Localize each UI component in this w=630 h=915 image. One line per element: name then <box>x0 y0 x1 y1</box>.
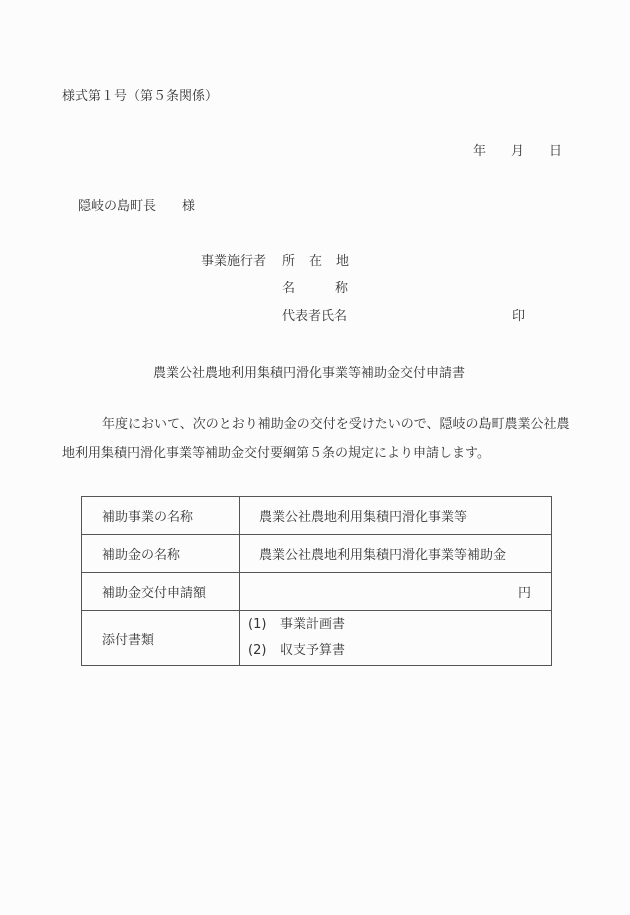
amount-field[interactable] <box>240 573 552 611</box>
representative-field-label: 代表者氏名 <box>282 309 348 324</box>
table-row-project-name <box>82 497 552 535</box>
table-row-subsidy-name <box>82 535 552 573</box>
address-label-char: 地 <box>336 254 350 269</box>
name-label-char: 名 <box>282 281 296 296</box>
form-number: 様式第１号（第５条関係） <box>62 89 219 104</box>
attachment-item <box>240 638 551 664</box>
attachment-item <box>240 612 551 638</box>
table-row-amount <box>82 573 552 611</box>
addressee <box>78 199 195 215</box>
name-field-label <box>282 281 348 297</box>
attachment-number: (2) <box>248 643 267 658</box>
project-name-value: 農業公社農地利用集積円滑化事業等 <box>240 497 552 535</box>
address-label-char: 在 <box>309 254 323 269</box>
project-name-label: 補助事業の名称 <box>82 497 240 535</box>
body-paragraph: 年度において、次のとおり補助金の交付を受けたいので、隠岐の島町農業公社農地利用集積円滑化事業等補助金交付要綱第５条の規定により申請します。 <box>62 417 570 461</box>
applicant-role-label: 事業施行者 <box>201 254 267 269</box>
attachment-number: (1) <box>248 617 267 632</box>
attachments-list <box>240 611 552 666</box>
amount-unit: 円 <box>517 586 531 601</box>
attachments-label: 添付書類 <box>82 611 240 666</box>
addressee-honorific: 様 <box>182 199 196 214</box>
attachment-name: 収支予算書 <box>280 643 346 658</box>
document-title: 農業公社農地利用集積円滑化事業等補助金交付申請書 <box>153 366 466 381</box>
address-field-label <box>282 254 363 270</box>
date-year-label: 年 <box>473 144 487 159</box>
amount-label: 補助金交付申請額 <box>82 573 240 611</box>
address-label-char: 所 <box>282 254 296 269</box>
seal-mark: 印 <box>512 309 526 324</box>
table-row-attachments <box>82 611 552 666</box>
attachment-name: 事業計画書 <box>280 617 346 632</box>
subsidy-name-label: 補助金の名称 <box>82 535 240 573</box>
addressee-name: 隠岐の島町長 <box>78 199 157 214</box>
date-line <box>473 144 562 160</box>
date-day-label: 日 <box>549 144 563 159</box>
name-label-char: 称 <box>335 281 349 296</box>
application-info-table <box>81 496 552 666</box>
subsidy-name-value: 農業公社農地利用集積円滑化事業等補助金 <box>240 535 552 573</box>
date-month-label: 月 <box>511 144 525 159</box>
